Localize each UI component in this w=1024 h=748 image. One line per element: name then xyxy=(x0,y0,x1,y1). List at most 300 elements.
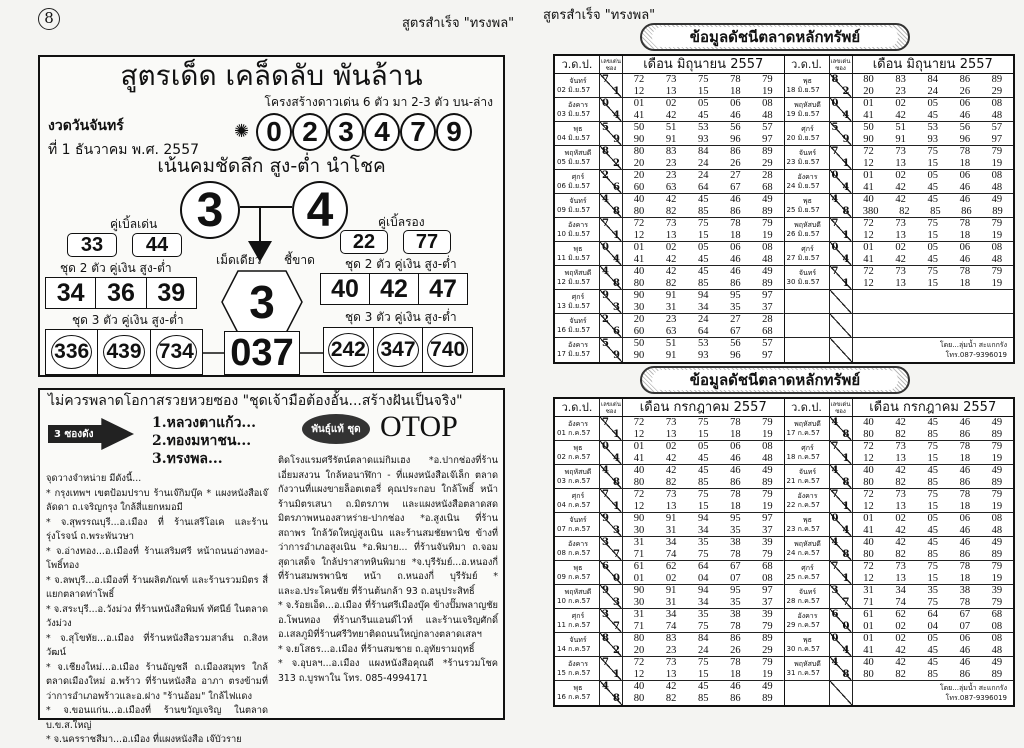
number: 08 xyxy=(991,621,1003,632)
number: 72 xyxy=(863,218,874,229)
number: 29 xyxy=(991,86,1003,97)
number: 40 xyxy=(633,266,645,277)
number: 82 xyxy=(665,477,677,488)
number: 13 xyxy=(665,669,677,680)
number: 01 xyxy=(863,621,874,632)
top-digit: 9 xyxy=(602,585,609,596)
number: 12 xyxy=(863,230,874,241)
number: 05 xyxy=(927,98,938,109)
number: 90 xyxy=(863,134,874,145)
number: 26 xyxy=(959,86,971,97)
date-cell xyxy=(555,537,600,561)
draw-day: งวดวันจันทร์ xyxy=(48,118,124,134)
bottom-numbers xyxy=(853,477,1014,489)
number: 12 xyxy=(863,573,874,584)
top-digit: 0 xyxy=(831,170,839,181)
number: 23 xyxy=(665,645,677,656)
number: 41 xyxy=(633,453,645,464)
col-digit-header: เลขเด่นซอง xyxy=(830,56,853,73)
day-name: ศุกร์ xyxy=(571,293,585,301)
digit-cell xyxy=(600,417,623,441)
table-row xyxy=(555,657,784,681)
digit-cell xyxy=(830,417,853,441)
number: 85 xyxy=(930,206,941,217)
number: 78 xyxy=(959,561,971,572)
table-row xyxy=(785,537,1014,561)
top-numbers xyxy=(623,489,784,501)
date: 23 ก.ค.57 xyxy=(786,525,820,533)
number: 30 xyxy=(633,597,645,608)
digit-cell xyxy=(830,290,853,314)
number: 75 xyxy=(927,218,938,229)
number: 86 xyxy=(959,549,971,560)
top-numbers xyxy=(853,194,1014,206)
top-numbers xyxy=(623,609,784,621)
number: 67 xyxy=(730,182,741,193)
number: 15 xyxy=(927,573,938,584)
bottom-numbers xyxy=(853,254,1014,266)
numbers-cell xyxy=(623,122,784,146)
set3-value: 347 xyxy=(377,333,418,367)
number: 08 xyxy=(762,242,773,253)
digit-cell xyxy=(830,561,853,585)
number: 82 xyxy=(895,549,906,560)
number: 80 xyxy=(633,633,645,644)
number: 37 xyxy=(762,525,773,536)
number: 82 xyxy=(895,669,906,680)
top-digit: 4 xyxy=(602,681,609,692)
date: 02 มิ.ย.57 xyxy=(557,86,591,94)
number: 18 xyxy=(959,230,971,241)
digit-cell xyxy=(830,585,853,609)
number: 39 xyxy=(762,609,773,620)
number: 49 xyxy=(762,465,773,476)
number: 48 xyxy=(762,453,773,464)
number: 02 xyxy=(665,242,677,253)
number: 13 xyxy=(895,230,906,241)
digit-cell xyxy=(600,537,623,561)
bottom-digit: 4 xyxy=(613,110,620,121)
number: 31 xyxy=(633,537,645,548)
ad-left-column xyxy=(46,472,268,748)
number: 41 xyxy=(863,525,874,536)
top-numbers xyxy=(853,561,1014,573)
date: 01 ก.ค.57 xyxy=(557,429,591,437)
number: 49 xyxy=(991,657,1003,668)
bottom-digit: 1 xyxy=(842,573,850,584)
day-name: อังคาร xyxy=(797,492,818,500)
numbers-cell xyxy=(853,585,1014,609)
number: 71 xyxy=(633,621,645,632)
number: 61 xyxy=(633,561,645,572)
numbers-cell xyxy=(853,266,1014,290)
day-name: พุธ xyxy=(573,125,583,133)
number: 79 xyxy=(762,74,773,85)
number: 18 xyxy=(959,158,971,169)
ad-line: * จ.ลพบุรี...อ.เมืองที่ ร้านผลิตภัณฑ์ และร้านรวมมิตร สี่แยกตลาดท่าโพธิ์ xyxy=(46,574,268,600)
number: 46 xyxy=(730,453,741,464)
date: 26 มิ.ย.57 xyxy=(786,230,820,238)
number: 78 xyxy=(959,597,971,608)
number: 06 xyxy=(959,242,971,253)
number: 89 xyxy=(991,429,1003,440)
top-digit: 7 xyxy=(831,146,839,157)
number: 90 xyxy=(633,513,645,524)
number: 68 xyxy=(991,609,1003,620)
number: 40 xyxy=(863,417,874,428)
bottom-digit: 0 xyxy=(842,621,850,632)
number: 12 xyxy=(633,429,645,440)
digit-cell xyxy=(830,465,853,489)
table-half xyxy=(784,399,1014,705)
top-numbers xyxy=(623,465,784,477)
numbers-cell xyxy=(853,489,1014,513)
credit xyxy=(853,338,1014,362)
bottom-digit: 4 xyxy=(613,254,620,265)
number: 13 xyxy=(895,158,906,169)
top-digit: 5 xyxy=(831,122,839,133)
bottom-numbers xyxy=(623,230,784,242)
date: 10 ก.ค.57 xyxy=(557,597,591,605)
top-numbers xyxy=(853,242,1014,254)
number: 75 xyxy=(927,146,938,157)
table-row xyxy=(785,417,1014,441)
table-row xyxy=(555,98,784,122)
date: 06 มิ.ย.57 xyxy=(557,182,591,190)
number: 18 xyxy=(959,453,971,464)
digit-cell xyxy=(830,657,853,681)
bottom-digit: 6 xyxy=(613,182,620,193)
table-half xyxy=(555,399,784,705)
digit-cell xyxy=(600,489,623,513)
number: 20 xyxy=(633,314,645,325)
numbers-cell xyxy=(623,489,784,513)
table-row xyxy=(555,242,784,266)
day-name: อังคาร xyxy=(568,540,588,548)
number: 31 xyxy=(665,302,677,313)
digit-cell xyxy=(600,314,623,338)
number: 84 xyxy=(697,146,709,157)
number: 19 xyxy=(762,86,773,97)
bottom-digit: 8 xyxy=(842,549,850,560)
page-number: 8 xyxy=(38,8,60,30)
top-digit: 6 xyxy=(831,609,839,620)
number: 97 xyxy=(991,134,1003,145)
number: 79 xyxy=(991,218,1003,229)
numbers-cell xyxy=(623,609,784,633)
bottom-numbers xyxy=(853,110,1014,122)
bottom-numbers xyxy=(623,573,784,585)
top-digit: 7 xyxy=(602,74,609,85)
date-cell xyxy=(785,122,830,146)
number: 53 xyxy=(697,338,709,349)
date-cell xyxy=(785,441,830,465)
number: 27 xyxy=(730,170,741,181)
set2-right-label: ชุด 2 ตัว คู่เงิน สูง-ต่ำ xyxy=(345,257,457,271)
number: 46 xyxy=(959,110,971,121)
number: 79 xyxy=(762,621,773,632)
number: 38 xyxy=(730,609,741,620)
numbers-cell xyxy=(623,465,784,489)
number: 23 xyxy=(665,314,677,325)
top-digit: 7 xyxy=(831,561,839,572)
number: 86 xyxy=(959,429,971,440)
top-numbers xyxy=(623,218,784,230)
arrow-label: 3 ซองดัง xyxy=(54,429,94,440)
number: 90 xyxy=(633,350,645,361)
top-digit: 0 xyxy=(831,98,839,109)
number: 73 xyxy=(665,218,677,229)
col-digit-header: เลขเด่นซอง xyxy=(830,399,853,416)
date-cell xyxy=(555,290,600,314)
number: 46 xyxy=(730,266,741,277)
bottom-digit: 1 xyxy=(613,501,620,512)
table-row xyxy=(555,266,784,290)
bottom-digit: 1 xyxy=(613,669,620,680)
number: 29 xyxy=(762,158,773,169)
number: 01 xyxy=(633,98,645,109)
date-cell xyxy=(785,465,830,489)
number: 46 xyxy=(959,254,971,265)
set3-value: 439 xyxy=(103,335,144,369)
digit-cell xyxy=(600,242,623,266)
date: 24 ก.ค.57 xyxy=(786,549,820,557)
number: 67 xyxy=(959,609,971,620)
number: 46 xyxy=(959,657,971,668)
top-numbers xyxy=(853,146,1014,158)
date: 03 ก.ค.57 xyxy=(557,477,591,485)
number: 79 xyxy=(991,146,1003,157)
day-name: จันทร์ xyxy=(569,516,587,524)
number: 45 xyxy=(927,417,938,428)
number: 80 xyxy=(863,669,874,680)
number: 49 xyxy=(991,465,1003,476)
number: 86 xyxy=(959,74,971,85)
number: 46 xyxy=(730,681,741,692)
brand-item: 2.ทองมหาชน... xyxy=(152,433,252,449)
number: 13 xyxy=(895,278,906,289)
number: 89 xyxy=(991,74,1003,85)
number: 97 xyxy=(762,290,773,301)
number: 79 xyxy=(762,218,773,229)
number: 71 xyxy=(863,597,874,608)
formula-subtitle: โครงสร้างดาวเด่น 6 ตัว มา 2-3 ตัว บน-ล่าง xyxy=(264,95,493,109)
number: 75 xyxy=(927,441,938,452)
numbers-cell xyxy=(853,242,1014,266)
bottom-numbers xyxy=(623,350,784,362)
star-icon: ✺ xyxy=(234,121,250,142)
table-row xyxy=(555,441,784,465)
table-row xyxy=(785,146,1014,170)
number: 73 xyxy=(665,489,677,500)
table-row xyxy=(785,585,1014,609)
number: 20 xyxy=(633,170,645,181)
numbers-cell xyxy=(853,122,1014,146)
number: 82 xyxy=(665,278,677,289)
double-sub-value: 22 xyxy=(340,230,388,254)
bottom-numbers xyxy=(623,86,784,98)
number: 53 xyxy=(697,122,709,133)
number: 02 xyxy=(895,170,906,181)
number: 04 xyxy=(697,573,709,584)
number: 72 xyxy=(633,657,645,668)
bottom-numbers xyxy=(623,429,784,441)
date: 12 มิ.ย.57 xyxy=(557,278,591,286)
number: 45 xyxy=(927,525,938,536)
number: 07 xyxy=(730,573,741,584)
number: 78 xyxy=(730,621,741,632)
number: 41 xyxy=(633,110,645,121)
date: 23 มิ.ย.57 xyxy=(786,158,820,166)
table-row xyxy=(785,657,1014,681)
otop-label: OTOP xyxy=(380,410,458,443)
date: 11 ก.ค.57 xyxy=(557,621,591,629)
date: 09 ก.ค.57 xyxy=(557,573,591,581)
date-cell xyxy=(785,537,830,561)
date-cell xyxy=(785,489,830,513)
number: 95 xyxy=(730,290,741,301)
digit-cell xyxy=(600,170,623,194)
bottom-digit: 1 xyxy=(842,230,850,241)
number: 34 xyxy=(697,302,709,313)
bottom-numbers xyxy=(623,182,784,194)
number: 18 xyxy=(730,230,741,241)
top-numbers xyxy=(623,633,784,645)
number: 35 xyxy=(730,597,741,608)
banner-text: ข้อมูลดัชนีตลาดหลักทรัพย์ xyxy=(652,370,898,390)
date: 17 ก.ค.57 xyxy=(786,429,820,437)
number: 18 xyxy=(959,573,971,584)
number: 45 xyxy=(697,681,709,692)
number: 27 xyxy=(730,314,741,325)
digit-cell xyxy=(830,489,853,513)
page-header: สูตรสำเร็จ "ทรงพล" xyxy=(543,8,656,23)
number: 15 xyxy=(927,230,938,241)
date: 03 มิ.ย.57 xyxy=(557,110,591,118)
number: 78 xyxy=(959,146,971,157)
number: 39 xyxy=(991,585,1003,596)
date-cell xyxy=(555,465,600,489)
top-numbers xyxy=(853,513,1014,525)
date-cell xyxy=(555,417,600,441)
numbers-cell xyxy=(853,633,1014,657)
number: 56 xyxy=(959,122,971,133)
number: 62 xyxy=(895,609,906,620)
set3-right-label: ชุด 3 ตัว คู่เงิน สูง-ต่ำ xyxy=(345,310,457,324)
number: 45 xyxy=(697,465,709,476)
top-numbers xyxy=(853,417,1014,429)
number: 89 xyxy=(762,633,773,644)
number: 42 xyxy=(895,182,906,193)
ad-box xyxy=(38,388,505,745)
number: 75 xyxy=(697,74,709,85)
bottom-numbers xyxy=(853,182,1014,194)
number: 89 xyxy=(762,693,773,704)
bottom-digit: 4 xyxy=(842,182,850,193)
number: 34 xyxy=(697,597,709,608)
bottom-digit: 7 xyxy=(842,597,850,608)
ad-line: * จ.เชียงใหม่...อ.เมือง ร้านอัญชลี ถ.เมืองสมุทร ใกล้ตลาดเมืองใหม่ อ.พร้าว ที่ร้านหนังสือ อาภา ตรงข้ามที่ว่าการอำเภอพร้าวและอ.ฝาง "ร้านอ้อม" ใกล้ไฟแดง xyxy=(46,661,268,702)
numbers-cell xyxy=(853,218,1014,242)
top-digit: 8 xyxy=(602,146,609,157)
bottom-numbers xyxy=(853,453,1014,465)
digit-cell xyxy=(600,561,623,585)
date-cell xyxy=(785,513,830,537)
date: 27 มิ.ย.57 xyxy=(786,254,820,262)
number: 15 xyxy=(697,669,709,680)
number: 35 xyxy=(697,537,709,548)
digit-cell xyxy=(830,609,853,633)
empty-row xyxy=(785,338,1014,362)
top-digit: 8 xyxy=(602,633,609,644)
digit-cell xyxy=(830,681,853,705)
star-digit: 0 xyxy=(256,113,292,151)
ad-line: * จ.ร้อยเอ็ด...อ.เมือง ที่ร้านศรีเมืองบุ๊ค ข้างปั๊มพลาญชัย อ.โพนทอง ที่ร้านกรีนแอนด์ไวท์ และร้านเจริญศักดิ์ อ.เสลภูมิที่ร้านศรีวิทยาติดถนนใหญ่กลางตลาดเสลฯ xyxy=(278,600,498,640)
day-name: จันทร์ xyxy=(798,468,817,476)
set2-left-label: ชุด 2 ตัว คู่เงิน สูง-ต่ำ xyxy=(60,261,172,275)
number: 12 xyxy=(633,669,645,680)
number: 79 xyxy=(762,417,773,428)
number: 05 xyxy=(927,513,938,524)
ad-right-column xyxy=(278,454,498,686)
number: 31 xyxy=(665,597,677,608)
number: 93 xyxy=(697,134,709,145)
set3-left xyxy=(45,329,203,375)
digit-cell xyxy=(600,98,623,122)
number: 05 xyxy=(927,242,938,253)
number: 31 xyxy=(665,525,677,536)
number: 05 xyxy=(697,242,709,253)
number: 68 xyxy=(762,561,773,572)
number: 96 xyxy=(730,134,741,145)
number: 12 xyxy=(633,230,645,241)
bottom-numbers xyxy=(853,525,1014,537)
table-banner xyxy=(640,23,910,51)
date-cell xyxy=(785,98,830,122)
number: 28 xyxy=(762,170,773,181)
number: 45 xyxy=(697,194,709,205)
number: 86 xyxy=(730,633,741,644)
number: 72 xyxy=(863,266,874,277)
bottom-digit: 1 xyxy=(842,453,850,464)
bottom-numbers xyxy=(623,134,784,146)
number: 41 xyxy=(863,110,874,121)
slogan: เน้นคมชัดลึก สูง-ต่ำ นำโชค xyxy=(157,155,386,177)
number: 49 xyxy=(991,417,1003,428)
brand-list xyxy=(152,414,256,468)
bottom-numbers xyxy=(623,158,784,170)
bottom-digit: 7 xyxy=(613,621,620,632)
number: 46 xyxy=(959,417,971,428)
bottom-digit: 2 xyxy=(613,645,620,656)
top-digit: 0 xyxy=(602,98,609,109)
number: 95 xyxy=(730,585,741,596)
date: 05 มิ.ย.57 xyxy=(557,158,591,166)
number: 42 xyxy=(665,254,677,265)
center-three-digit: 037 xyxy=(224,331,300,375)
table-row xyxy=(555,633,784,657)
number: 51 xyxy=(665,338,677,349)
day-name: ศุกร์ xyxy=(801,245,814,253)
top-numbers xyxy=(623,657,784,669)
day-name: อังคาร xyxy=(568,101,588,109)
number: 24 xyxy=(927,86,938,97)
top-digit: 4 xyxy=(831,537,839,548)
date: 22 ก.ค.57 xyxy=(786,501,820,509)
number: 18 xyxy=(730,429,741,440)
date: 21 ก.ค.57 xyxy=(786,477,820,485)
number: 86 xyxy=(959,477,971,488)
